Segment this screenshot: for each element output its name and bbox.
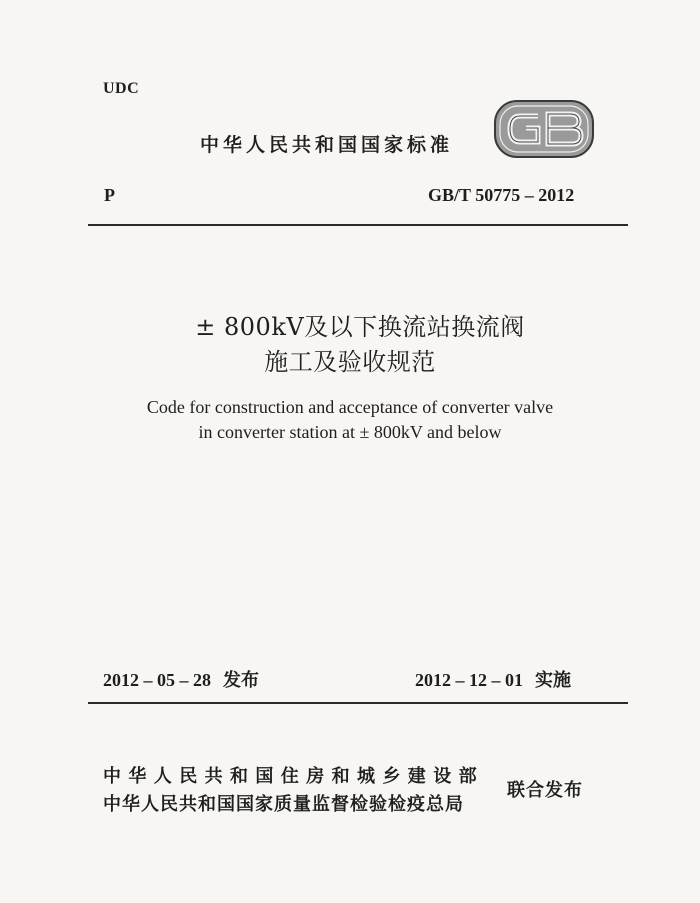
issue-label: 发布 — [223, 670, 259, 691]
english-title-line-1: Code for construction and acceptance of converter valve — [146, 397, 554, 417]
issuer-ministry: 中华人民共和国住房和城乡建设部 — [103, 766, 484, 787]
gb-logo-icon — [494, 100, 594, 158]
classification-code: P — [104, 185, 115, 205]
implement-date-block — [415, 666, 571, 692]
issue-date-block — [103, 666, 259, 692]
header-divider — [88, 224, 628, 226]
issue-date: 2012 – 05 – 28 — [103, 670, 211, 690]
chinese-title-line-1: ± 800kV及以下换流站换流阀 — [195, 313, 525, 341]
footer-divider — [88, 702, 628, 704]
joint-release-label: 联合发布 — [507, 780, 583, 801]
implement-date: 2012 – 12 – 01 — [415, 670, 523, 690]
udc-label: UDC — [103, 80, 140, 97]
standard-type-title: 中华人民共和国国家标准 — [200, 134, 454, 156]
implement-label: 实施 — [535, 670, 571, 691]
chinese-title-line-2: 施工及验收规范 — [264, 348, 436, 376]
standard-number: GB/T 50775 – 2012 — [428, 185, 575, 205]
english-title-line-2: in converter station at ± 800kV and below — [198, 422, 502, 442]
issuer-aqsiq: 中华人民共和国国家质量监督检验检疫总局 — [103, 794, 464, 815]
